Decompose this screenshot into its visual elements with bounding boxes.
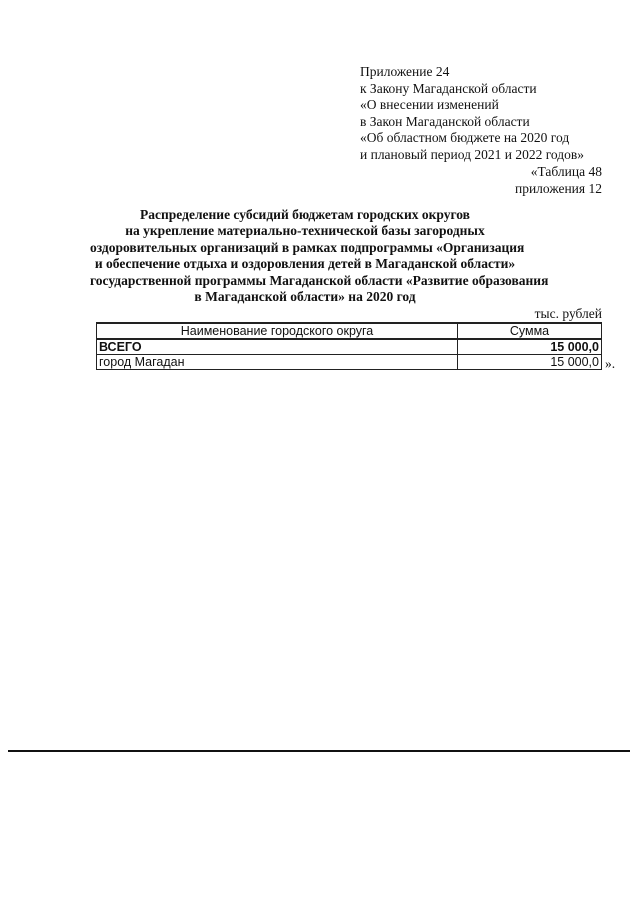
table-reference-line: «Таблица 48	[530, 164, 602, 179]
subsidy-table	[96, 322, 602, 370]
closing-mark: ».	[605, 356, 616, 371]
document-title	[90, 207, 549, 305]
table-reference	[515, 164, 602, 197]
table-row-total	[97, 339, 602, 355]
appendix-line: «О внесении изменений	[360, 97, 499, 113]
table-header-row	[97, 323, 602, 339]
appendix-line: и плановый период 2021 и 2022 годов»	[360, 146, 585, 162]
cell-district-name: ВСЕГО	[97, 339, 458, 355]
appendix-header	[360, 64, 584, 164]
table-reference-line: приложения 12	[514, 180, 602, 196]
title-line: и обеспечение отдыха и оздоровления детей в Магаданской области»	[94, 256, 516, 272]
appendix-line: «Об областном бюджете на 2020 год	[360, 130, 570, 146]
header-district-name: Наименование городского округа	[97, 323, 458, 339]
appendix-line: в Закон Магаданской области	[360, 113, 530, 129]
appendix-line: Приложение 24	[360, 64, 450, 79]
title-line: государственной программы Магаданской области «Развитие образования	[90, 272, 549, 288]
table-row	[97, 355, 602, 370]
appendix-line: к Закону Магаданской области	[360, 80, 537, 96]
footer-divider	[8, 750, 630, 752]
title-line: Распределение субсидий бюджетам городских округов	[140, 207, 470, 222]
unit-label: тыс. рублей	[534, 306, 602, 321]
header-sum: Сумма	[458, 323, 602, 339]
cell-sum: 15 000,0	[458, 339, 602, 355]
title-line: на укрепление материально-технической базы загородных	[125, 223, 485, 239]
cell-sum: 15 000,0	[458, 355, 602, 370]
cell-district-name: город Магадан	[97, 355, 458, 370]
title-line: оздоровительных организаций в рамках подпрограммы «Организация	[90, 239, 525, 255]
title-line: в Магаданской области» на 2020 год	[194, 289, 416, 305]
